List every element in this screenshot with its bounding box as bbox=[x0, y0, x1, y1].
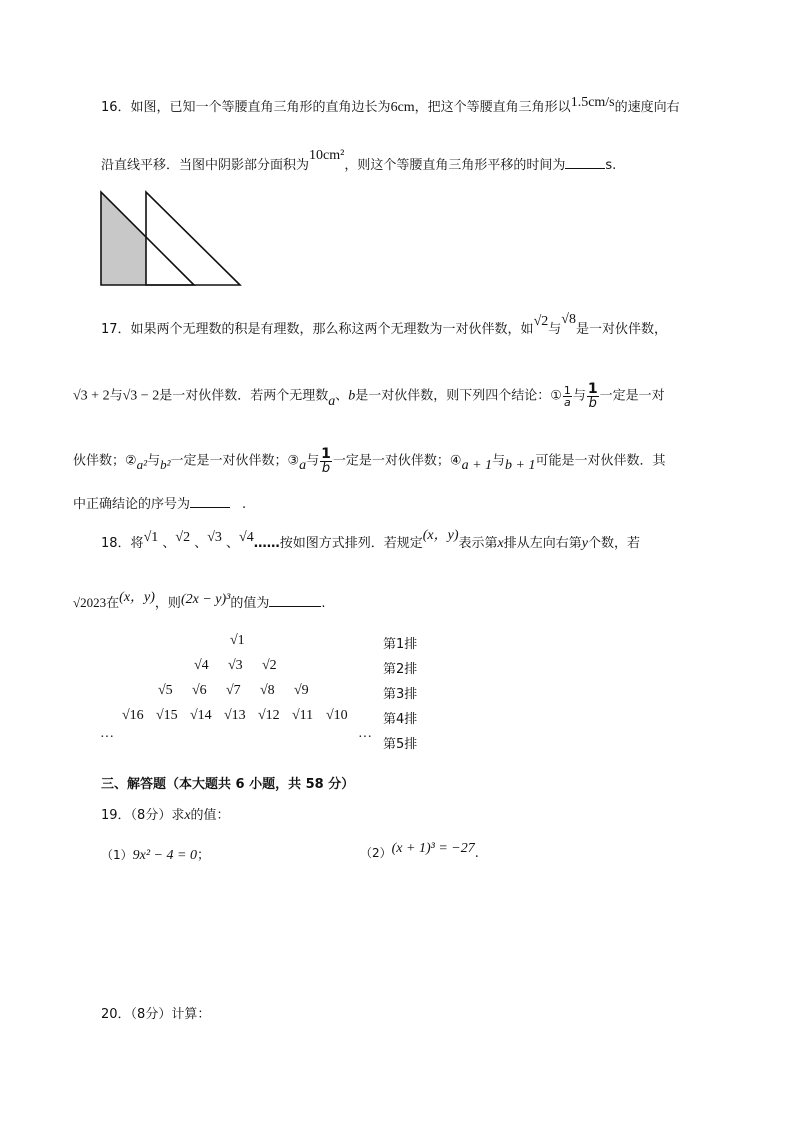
q19-part1: （1）9x² − 4 = 0； bbox=[101, 848, 210, 863]
q16-area: 10cm² bbox=[309, 148, 345, 163]
arrangement-row-3: √5 √6 √7 √8 √9 bbox=[158, 683, 309, 698]
q16-line2: 沿直线平移．当图中阴影部分面积为10cm²，则这个等腰直角三角形平移的时间为 s. bbox=[101, 148, 617, 173]
q18-line2: √2023在(x，y)，则(2x − y)³的值为 . bbox=[73, 590, 326, 611]
a-plus-1: a + 1 bbox=[461, 457, 493, 473]
fraction-1-over-a: $\frac{1}{a}$ bbox=[563, 383, 571, 409]
equation-1: 9x² − 4 = 0 bbox=[132, 848, 197, 863]
q16-line1: 16．如图，已知一个等腰直角三角形的直角边长为6cm，把这个等腰直角三角形以1.5cm/s的速度向右 bbox=[101, 95, 680, 115]
arrangement-row-4: √16 √15 √14 √13 √12 √11 √10 bbox=[122, 708, 348, 723]
fraction-1-over-b: $\frac{1}{b}$ bbox=[587, 381, 598, 411]
q17-number: 17． bbox=[101, 322, 131, 337]
sqrt2: √2 bbox=[533, 314, 549, 329]
fraction-1-over-b-2: $\frac{1}{b}$ bbox=[321, 446, 331, 476]
sqrt2023: √2023 bbox=[73, 595, 107, 610]
b-plus-1: b + 1 bbox=[505, 457, 536, 473]
q20-number: 20． bbox=[101, 1007, 131, 1022]
equation-2: (x + 1)³ = −27 bbox=[391, 841, 475, 856]
q18-line1: 18．将√1 、√2 、√3 、√4……按如图方式排列．若规定(x，y)表示第x排从左向右第y个数，若 bbox=[101, 528, 640, 551]
q17-answer-blank[interactable] bbox=[190, 495, 230, 508]
triangle-figure bbox=[96, 186, 248, 290]
q17-line1: 17．如果两个无理数的积是有理数，那么称这两个无理数为一对伙伴数，如√2与√8是一对伙伴数， bbox=[101, 312, 667, 337]
q17-line3: 伙伴数；②a²与b²一定是一对伙伴数；③a与 $\frac{1}{b}$ 一定是一对伙伴数；④a + 1与b + 1可能是一对伙伴数．其 bbox=[73, 446, 666, 476]
row-label-3: 第3排 bbox=[383, 687, 418, 702]
xy-notation: (x，y) bbox=[422, 528, 459, 543]
b-squared: b² bbox=[160, 456, 171, 472]
q20-line1: 20．（8分）计算： bbox=[101, 1007, 211, 1022]
q17-line2: √3 + 2与√3 − 2是一对伙伴数．若两个无理数a、b是一对伙伴数，则下列四个结论：① $\frac{1}{a}$ 与 $\frac{1}{b}$ 一定是一对 bbox=[73, 381, 665, 411]
a-squared: a² bbox=[136, 456, 148, 472]
expr-2x-minus-y-cubed: (2x − y)³ bbox=[180, 592, 231, 607]
sqrt8: √8 bbox=[561, 312, 576, 327]
q16-number: 16． bbox=[101, 100, 131, 115]
q16-answer-blank[interactable] bbox=[565, 156, 605, 169]
q19-part2: （2）(x + 1)³ = −27. bbox=[360, 841, 479, 861]
q19-line1: 19．（8分）求x的值： bbox=[101, 808, 230, 823]
q16-speed: 1.5cm/s bbox=[570, 95, 615, 110]
expr-sqrt3-plus-2: √3 + 2 bbox=[73, 388, 110, 404]
q17-line4: 中正确结论的序号为 . bbox=[73, 497, 247, 512]
section-title: 三、解答题（本大题共 6 小题，共 58 分） bbox=[101, 777, 355, 792]
arrangement-row-2: √4 √3 √2 bbox=[194, 658, 277, 673]
arrangement-row-5-right: ··· bbox=[358, 730, 372, 745]
row-label-5: 第5排 bbox=[383, 737, 418, 752]
q18-number: 18． bbox=[101, 536, 131, 551]
arrangement-row-1: √1 bbox=[230, 633, 245, 648]
q16-length: 6cm bbox=[390, 100, 415, 115]
shaded-region bbox=[101, 192, 146, 285]
expr-sqrt3-minus-2: √3 − 2 bbox=[122, 388, 160, 404]
row-label-2: 第2排 bbox=[383, 662, 418, 677]
row-label-4: 第4排 bbox=[383, 712, 418, 727]
q18-answer-blank[interactable] bbox=[269, 594, 321, 607]
q19-number: 19． bbox=[101, 808, 131, 823]
arrangement-row-5-left: ··· bbox=[100, 730, 114, 745]
row-label-1: 第1排 bbox=[383, 637, 418, 652]
moved-triangle bbox=[146, 192, 240, 285]
